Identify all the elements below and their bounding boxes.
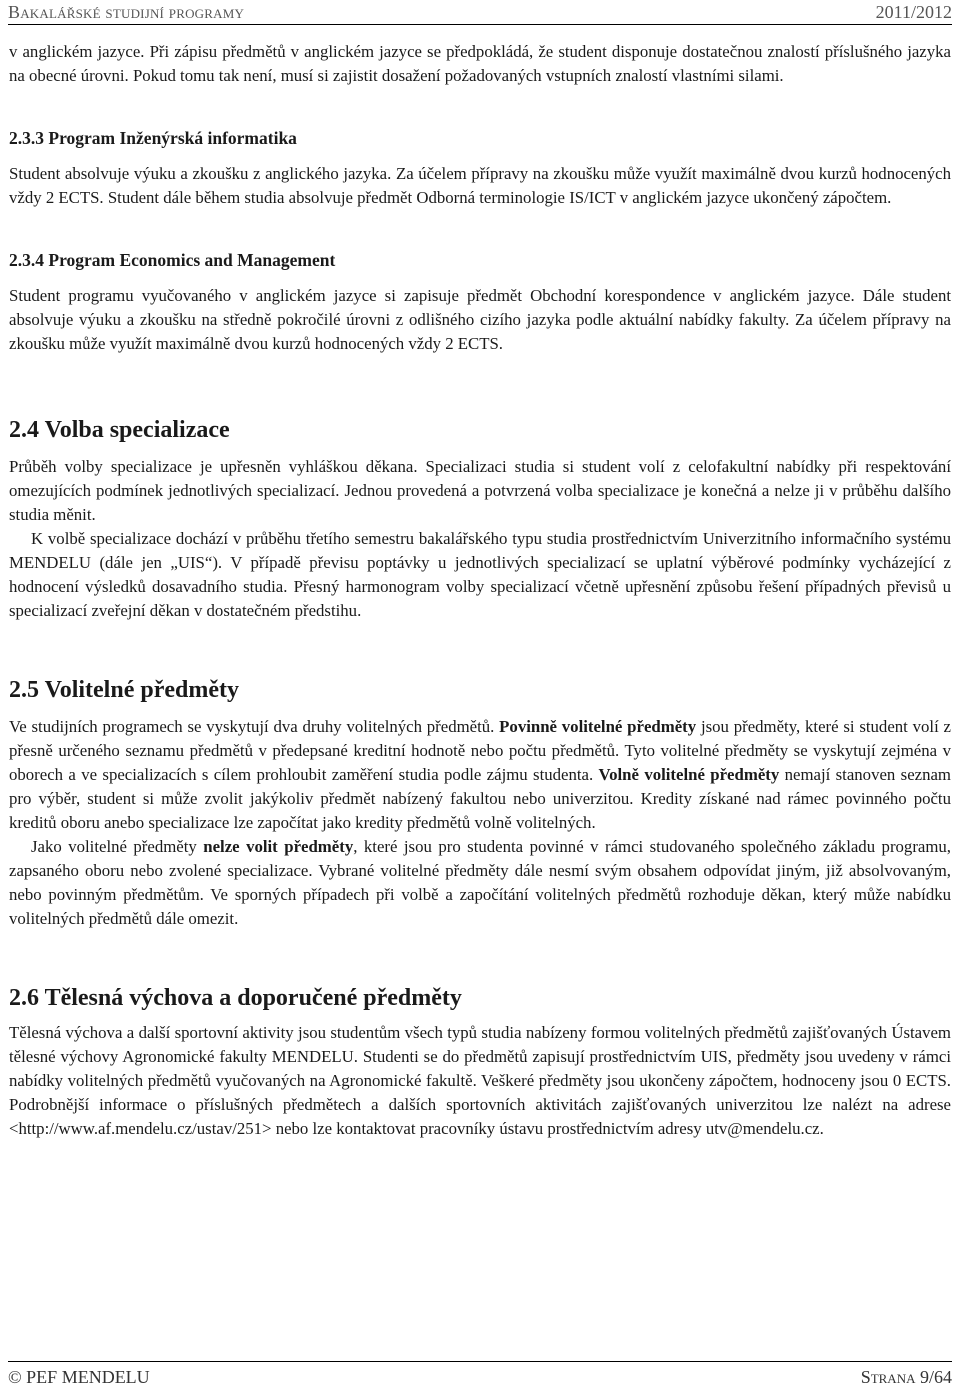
heading-2-4: 2.4 Volba specializace bbox=[9, 417, 230, 443]
paragraph-2-4-2: K volbě specializace dochází v průběhu třetího semestru bakalářského typu studia prostřednictvím Univerzitního informačního systému MENDELU (dále jen „UIS“). V případě převisu poptávky u jednotlivých specializací se uplatní výběrové podmínky vycházející z hodnocení výsledků dosavadního studia. Přesný harmonogram volby specializací včetně upřesnění způsobu řešení případných převisů u specializací zveřejní děkan v dostatečném předstihu. bbox=[9, 529, 951, 620]
footer-page-word: Strana bbox=[860, 1367, 916, 1387]
heading-2-3-3: 2.3.3 Program Inženýrská informatika bbox=[9, 128, 297, 148]
paragraph-2-3-3: Student absolvuje výuku a zkoušku z anglického jazyka. Za účelem přípravy na zkoušku může využít maximálně dvou kurzů hodnocených vždy 2 ECTS. Student dále během studia absolvuje předmět Odborná terminologie IS/ICT v anglickém jazyce ukončený zápočtem. bbox=[9, 164, 951, 207]
text-span: Jako volitelné předměty bbox=[31, 837, 204, 856]
text-span: nemají stanoven seznam pro výběr, student si může zvolit jakýkoliv předmět nabízený fakultou nebo univerzitou. Kredity získané nad rámec povinného počtu kreditů oboru anebo specializace lze započítat jako kredity předmětů volně volitelných. bbox=[9, 765, 951, 832]
page-footer bbox=[8, 1361, 952, 1388]
header-title: Bakalářské studijní programy bbox=[8, 2, 245, 22]
footer-page bbox=[861, 1364, 952, 1390]
footer-page-number: 9/64 bbox=[919, 1367, 952, 1387]
heading-2-6: 2.6 Tělesná výchova a doporučené předměty bbox=[9, 985, 462, 1011]
heading-2-3-4: 2.3.4 Program Economics and Management bbox=[9, 250, 336, 270]
paragraph-2-5-2 bbox=[9, 835, 951, 931]
intro-paragraph: v anglickém jazyce. Při zápisu předmětů v anglickém jazyce se předpokládá, že student disponuje dostatečnou znalostí příslušného jazyka na obecné úrovni. Pokud tomu tak není, musí si zajistit dosažení požadovaných vstupních znalostí vlastními silami. bbox=[9, 42, 951, 85]
heading-2-5: 2.5 Volitelné předměty bbox=[9, 677, 239, 703]
text-span: jsou předměty, které si student volí z přesně určeného seznamu předmětů v předepsané kreditní hodnotě nebo počtu předmětů. Tyto volitelné předměty se vyskytují zejména v oborech a ve specializacích s cílem prohloubit zaměření studia podle zájmu studenta. bbox=[9, 717, 951, 784]
term-volne-volitelne: Volně volitelné předměty bbox=[598, 765, 780, 784]
term-nelze-volit: nelze volit předměty bbox=[203, 837, 354, 856]
header-year: 2011/2012 bbox=[875, 2, 952, 22]
text-span: , které jsou pro studenta povinné v rámci studovaného společného základu programu, zapsaného oboru nebo zvolené specializace. Vybrané volitelné předměty dále nesmí svým obsahem odpovídat jiným, již absolvovaným, nebo povinným předmětům. Ve sporných případech při volbě a započítání volitelných předmětů rozhoduje děkan, který může nabídku volitelných předmětů dále omezit. bbox=[9, 837, 951, 928]
page-content bbox=[9, 40, 951, 1141]
term-povinne-volitelne: Povinně volitelné předměty bbox=[499, 717, 697, 736]
text-span: Ve studijních programech se vyskytují dva druhy volitelných předmětů. bbox=[9, 717, 500, 736]
paragraph-2-5-1 bbox=[9, 715, 951, 835]
paragraph-2-6: Tělesná výchova a další sportovní aktivity jsou studentům všech typů studia nabízeny formou volitelných předmětů zajišťovaných Ústavem tělesné výchovy Agronomické fakulty MENDELU. Studenti se do předmětů zapisují prostřednictvím UIS, předměty jsou uvedeny v rámci nabídky volitelných předmětů vyučovaných na Agronomické fakultě. Veškeré předměty jsou ukončeny zápočtem, hodnoceny jsou 0 ECTS. Podrobnější informace o příslušných předmětech a dalších sportovních aktivitách zajišťovaných univerzitou lze nalézt na adrese <http://www.af.mendelu.cz/ustav/251> nebo lze kontaktovat pracovníky ústavu prostřednictvím adresy utv@mendelu.cz. bbox=[9, 1023, 951, 1138]
page-header bbox=[8, 0, 952, 25]
paragraph-2-4-1: Průběh volby specializace je upřesněn vyhláškou děkana. Specializaci studia si student volí z celofakultní nabídky při respektování omezujících podmínek jednotlivých specializací. Jednou provedená a potvrzená volba specializace je konečná a nelze ji v průběhu dalšího studia měnit. bbox=[9, 457, 951, 524]
paragraph-2-3-4: Student programu vyučovaného v anglickém jazyce si zapisuje předmět Obchodní korespondence v anglickém jazyce. Dále student absolvuje výuku a zkoušku na středně pokročilé úrovni z odlišného cizího jazyka podle aktuální nabídky fakulty. Za účelem přípravy na zkoušku může využít maximálně dvou kurzů hodnocených vždy 2 ECTS. bbox=[9, 286, 951, 353]
footer-copyright: © PEF MENDELU bbox=[8, 1367, 150, 1387]
